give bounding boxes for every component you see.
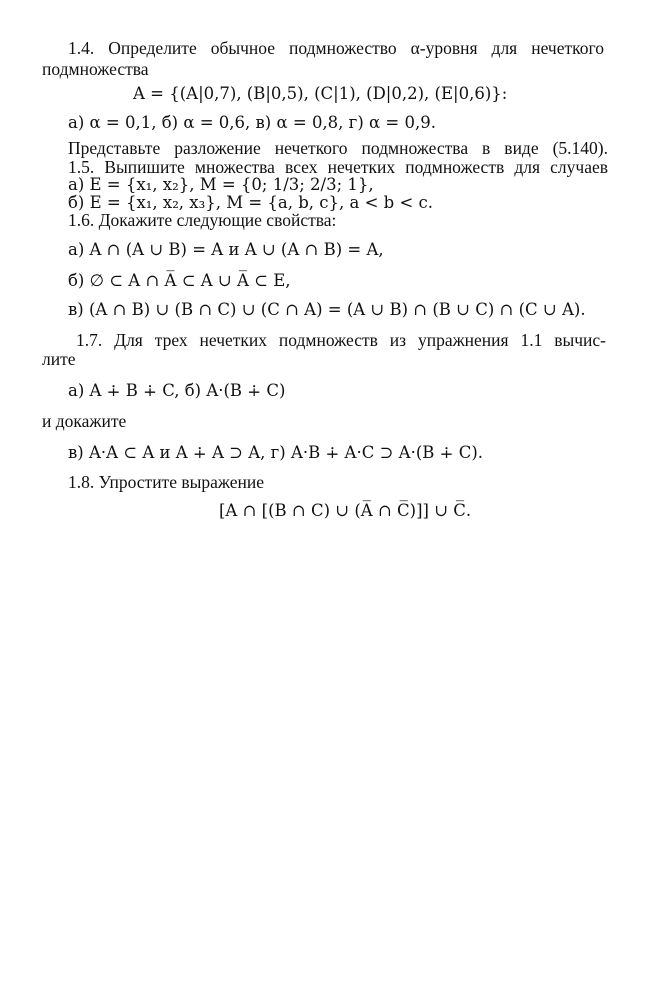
simplify-expression: [A ∩ [(B ∩ C) ∪ (A̅ ∩ C̅)]] ∪ C̅. [219,501,472,520]
alpha-levels: а) α = 0,1, б) α = 0,6, в) α = 0,8, г) α = 0,9. [68,113,436,132]
problem-1-5-case-a: а) E = {x₁, x₂}, M = {0; 1/3; 2/3; 1}, [68,175,374,194]
problem-1-7-items-ab: а) A ∔ B ∔ C, б) A·(B ∔ C) [68,381,286,400]
problem-1-8-line1: 1.8. Упростите выражение [68,472,265,492]
problem-1-5-line1: 1.5. Выпишите множества всех нечетких подмножеств для случаев [68,157,608,177]
problem-1-4-line1: 1.4. Определите обычное подмножество α-уровня для нечеткого [68,38,604,58]
problem-1-7-and-prove: и докажите [42,411,127,431]
property-b: б) ∅ ⊂ A ∩ A̅ ⊂ A ∪ A̅ ⊂ E, [68,271,291,290]
problem-1-7-line1: 1.7. Для трех нечетких подмножеств из упражнения 1.1 вычис- [76,330,606,350]
problem-1-6-line1: 1.6. Докажите следующие свойства: [68,210,337,230]
problem-1-4-line2: подмножества [42,59,149,79]
property-c: в) (A ∩ B) ∪ (B ∩ C) ∪ (C ∩ A) = (A ∪ B) ∩ (B ∪ C) ∩ (C ∪ A). [68,300,586,319]
property-a: а) A ∩ (A ∪ B) = A и A ∪ (A ∩ B) = A, [68,240,384,259]
problem-1-4-decomposition: Представьте разложение нечеткого подмножества в виде (5.140). [68,138,608,158]
problem-1-7-line2: лите [42,349,76,369]
problem-1-5-case-b: б) E = {x₁, x₂, x₃}, M = {a, b, c}, a < b < c. [68,193,434,212]
problem-1-7-items-cd: в) A·A ⊂ A и A ∔ A ⊃ A, г) A·B ∔ A·C ⊃ A·(B ∔ C). [68,443,484,462]
fuzzy-set-definition: A = {(A|0,7), (B|0,5), (C|1), (D|0,2), (E|0,6)}: [133,84,508,103]
